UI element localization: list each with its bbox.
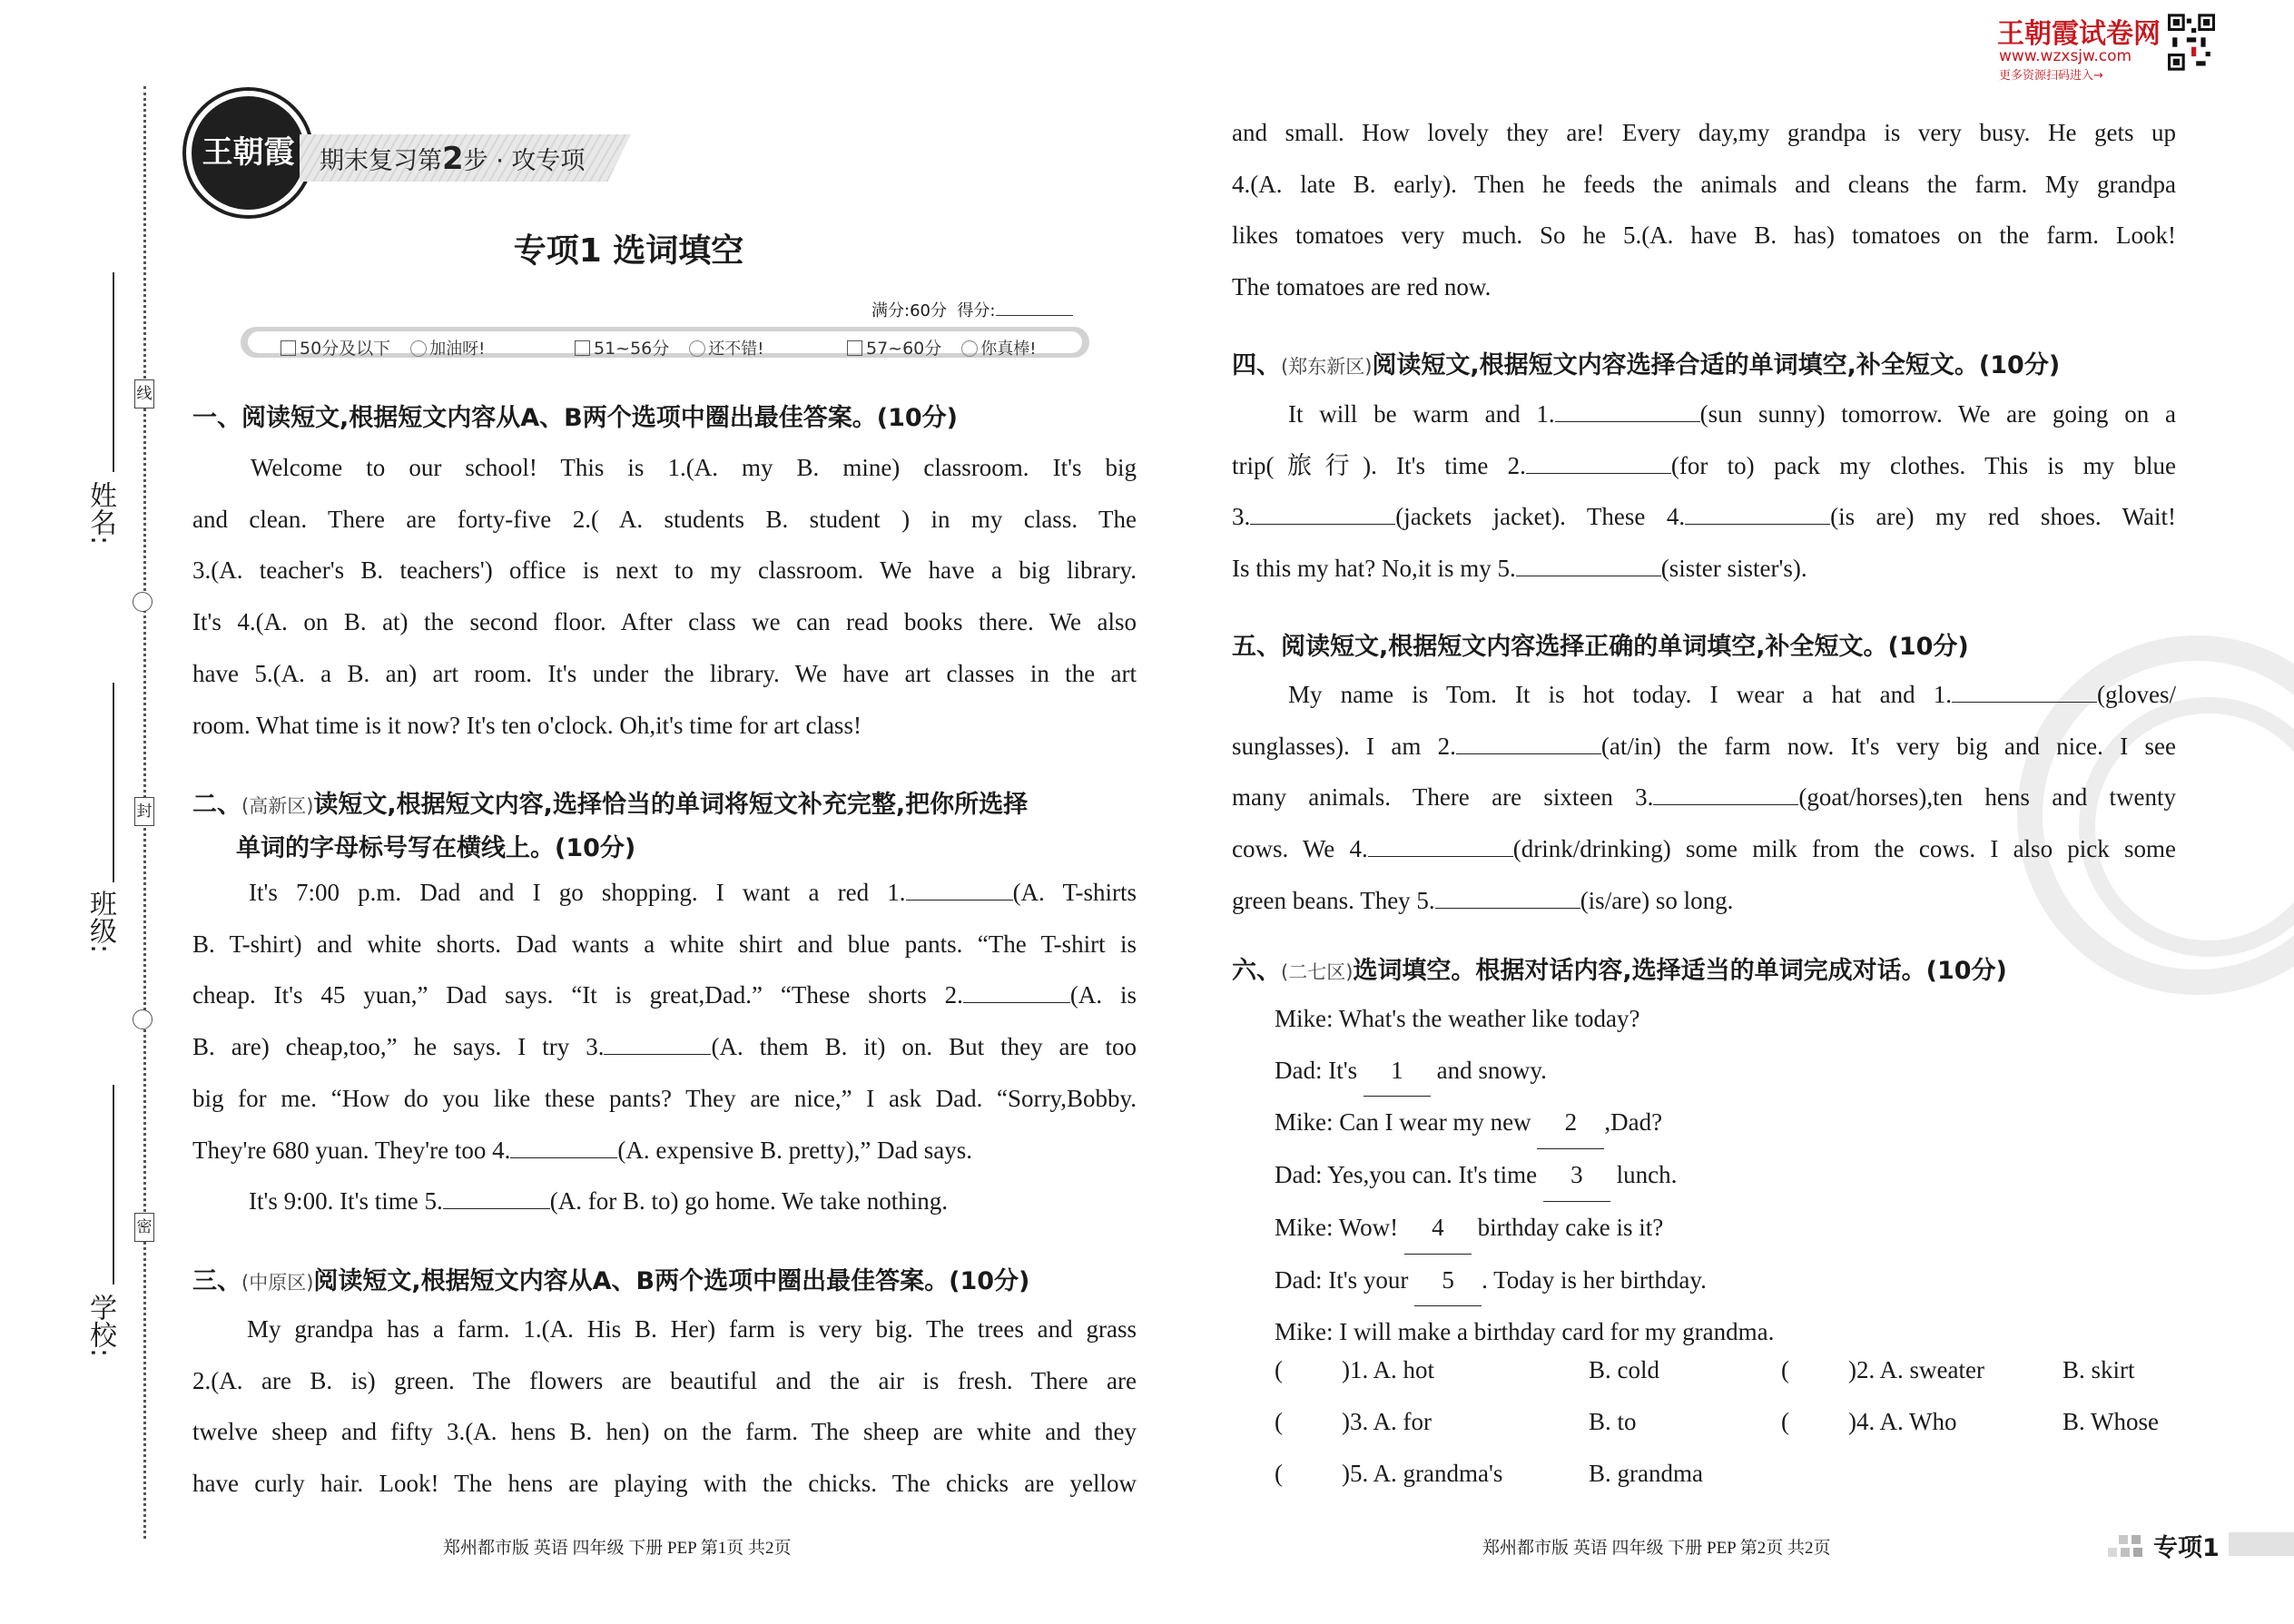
option-b: B. to (1589, 1408, 1637, 1435)
passage-line: trip(旅行). It's time 2. (for to) pack my clothes. This is my blue (1232, 451, 2176, 479)
rating-item[interactable] (575, 335, 764, 359)
section-instructions: 读短文,根据短文内容,选择恰当的单词将短文补充完整,把你所选择 (313, 791, 1029, 819)
brand-seal-logo (186, 91, 310, 215)
self-rating-bar (241, 327, 1089, 358)
page-footer-right: 郑州都市版 英语 四年级 下册 PEP 第2页 共2页 (1482, 1539, 1831, 1558)
section-2-passage (192, 867, 1137, 1227)
section-number: 六、 (1232, 957, 1281, 985)
answer-paren[interactable]: ( (1275, 1460, 1283, 1487)
section-tab-label: 专项1 (2153, 1534, 2220, 1562)
district-tag: (二七区) (1281, 961, 1354, 983)
page-footer-left: 郑州都市版 英语 四年级 下册 PEP 第1页 共2页 (443, 1539, 792, 1558)
binding-mark-line: 线 (134, 379, 154, 408)
answer-paren[interactable]: ( (1275, 1408, 1283, 1435)
passage-line: 3. (jackets jacket). These 4. (is are) my red shoes. Wait! (1232, 503, 2176, 531)
header-banner-text (320, 141, 585, 177)
section-number: 三、 (192, 1267, 241, 1295)
binding-hole (133, 592, 153, 612)
passage-line: have curly hair. Look! The hens are playing with the chicks. The chicks are yellow (192, 1470, 1137, 1498)
district-tag: (郑东新区) (1281, 356, 1373, 378)
numbered-blank[interactable]: 2 (1537, 1097, 1604, 1149)
binding-hole (133, 1009, 153, 1029)
passage-line: B. T-shirt) and white shorts. Dad wants a white shirt and blue pants. “The T-shirt is (192, 930, 1137, 958)
rating-comment: 你真棒! (980, 340, 1037, 359)
section-instructions: 阅读短文,根据短文内容从A、B两个选项中圈出最佳答案。(10分) (313, 1267, 1030, 1295)
dialogue-line: Mike: Can I wear my new 2 ,Dad? (1275, 1097, 2173, 1149)
option-a: )3. A. for (1342, 1408, 1432, 1435)
binding-mark-seal: 封 (134, 797, 154, 826)
section-instructions: 选词填空。根据对话内容,选择适当的单词完成对话。(10分) (1353, 957, 2007, 985)
checkbox[interactable] (847, 340, 862, 356)
passage-line: My grandpa has a farm. 1.(A. His B. Her) farm is very big. The trees and grass (247, 1315, 1137, 1343)
passage-line: room. What time is it now? It's ten o'clock. Oh,it's time for art class! (192, 711, 861, 739)
rating-range: 50分及以下 (300, 339, 391, 359)
passage-line: cows. We 4. (drink/drinking) some milk from the cows. I also pick some (1232, 835, 2177, 863)
passage-line: and small. How lovely they are! Every day,my grandpa is very busy. He gets up (1232, 119, 2176, 146)
passage-line: They're 680 yuan. They're too 4. (A. expensive B. pretty),” Dad says. (192, 1136, 973, 1164)
answer-blank[interactable] (963, 1002, 1070, 1003)
numbered-blank[interactable]: 1 (1364, 1045, 1431, 1097)
tab-squares-icon (2108, 1535, 2148, 1560)
section-6-dialogue (1275, 993, 2173, 1358)
score-info (871, 298, 1073, 321)
option-a: )2. A. sweater (1848, 1356, 1984, 1383)
passage-line: likes tomatoes very much. So he 5.(A. have B. has) tomatoes on the farm. Look! (1232, 221, 2176, 250)
answer-blank[interactable] (1526, 473, 1671, 474)
district-tag: (中原区) (241, 1272, 314, 1294)
section-3-passage-cont (1232, 107, 2176, 313)
binding-mark-secret: 密 (134, 1213, 154, 1242)
dialogue-line: Mike: What's the weather like today? (1275, 1005, 1640, 1032)
section-2-heading-cont: 单词的字母标号写在横线上。(10分) (236, 834, 636, 862)
score-field[interactable] (996, 302, 1073, 316)
passage-line: It's 7:00 p.m. Dad and I go shopping. I want a red 1. (A. T-shirts (249, 879, 1137, 906)
passage-line: 4.(A. late B. early). Then he feeds the animals and cleans the farm. My grandpa (1232, 170, 2176, 198)
rating-item[interactable] (281, 335, 485, 359)
section-6-heading (1232, 950, 2176, 986)
dialogue-line: Mike: I will make a birthday card for my grandma. (1275, 1318, 1775, 1346)
dialogue-line: Mike: Wow! 4 birthday cake is it? (1275, 1202, 2173, 1255)
rating-range: 57~60分 (866, 339, 942, 359)
name-label: 姓名: (84, 481, 116, 546)
qr-code-icon (2168, 13, 2215, 72)
banner-step-number: 2 (442, 141, 464, 177)
passage-line: twelve sheep and fifty 3.(A. hens B. hen) on the farm. The sheep are white and they (192, 1418, 1137, 1446)
smile-icon (689, 340, 705, 357)
section-2-heading (192, 784, 1137, 820)
dialogue-line: Dad: It's your 5 . Today is her birthday. (1275, 1255, 2173, 1307)
section-number: 四、 (1232, 351, 1281, 379)
passage-line: It's 9:00. It's time 5. (A. for B. to) go home. We take nothing. (249, 1187, 948, 1216)
name-field[interactable] (113, 272, 114, 472)
passage-line: have 5.(A. a B. an) art room. It's under the library. We have art classes in the art (192, 659, 1137, 687)
section-6-options (1275, 1356, 2182, 1511)
district-tag: (高新区) (241, 795, 314, 817)
answer-blank[interactable] (1368, 856, 1513, 857)
option-a: )1. A. hot (1342, 1356, 1435, 1383)
site-name: 王朝霞试卷网 (1997, 18, 2161, 50)
option-b: B. cold (1589, 1356, 1659, 1383)
section-1-heading: 一、阅读短文,根据短文内容从A、B两个选项中圈出最佳答案。(10分) (192, 404, 958, 432)
page-title: 专项1 选词填空 (513, 232, 744, 270)
section-3-passage (192, 1304, 1137, 1510)
section-1-passage (192, 442, 1137, 751)
passage-line: Welcome to our school! This is 1.(A. my B. mine) classroom. It's big (251, 454, 1137, 481)
answer-blank[interactable] (510, 1157, 617, 1158)
school-label: 学校: (84, 1294, 116, 1358)
school-field[interactable] (113, 1085, 114, 1284)
answer-blank[interactable] (1456, 753, 1601, 754)
passage-line: Is this my hat? No,it is my 5. (sister sister's). (1232, 555, 1807, 583)
rating-comment: 加油呀! (429, 340, 486, 359)
passage-line: 3.(A. teacher's B. teachers') office is next to my classroom. We have a big library. (192, 556, 1137, 585)
site-url: www.wzxsjw.com (1999, 47, 2132, 65)
rating-comment: 还不错! (708, 340, 764, 359)
site-tagline: 更多资源扫码进入→ (1999, 69, 2103, 83)
section-instructions: 阅读短文,根据短文内容选择合适的单词填空,补全短文。(10分) (1372, 351, 2061, 379)
passage-line: many animals. There are sixteen 3. (goat/horses),ten hens and twenty (1232, 783, 2177, 812)
answer-blank[interactable] (1952, 702, 2097, 703)
option-a: )5. A. grandma's (1342, 1460, 1503, 1487)
section-4-heading (1232, 345, 2176, 380)
numbered-blank[interactable]: 5 (1414, 1255, 1482, 1307)
answer-paren[interactable]: ( (1275, 1356, 1283, 1383)
numbered-blank[interactable]: 3 (1543, 1149, 1610, 1202)
passage-line: and clean. There are forty-five 2.( A. students B. student ) in my class. The (192, 505, 1137, 533)
option-b: B. grandma (1589, 1460, 1703, 1487)
answer-paren[interactable]: ( (1781, 1356, 1789, 1383)
passage-line: cheap. It's 45 yuan,” Dad says. “It is great,Dad.” “These shorts 2. (A. is (192, 981, 1137, 1009)
banner-pre: 期末复习第 (320, 147, 442, 175)
class-field[interactable] (113, 683, 114, 882)
passage-line: It's 4.(A. on B. at) the second floor. After class we can read books there. We also (192, 608, 1137, 636)
option-b: B. Whose (2063, 1408, 2159, 1435)
rating-item[interactable] (847, 335, 1037, 359)
section-3-heading (192, 1261, 1137, 1296)
smile-icon (410, 340, 427, 357)
answer-paren[interactable]: ( (1781, 1408, 1789, 1435)
passage-line: My name is Tom. It is hot today. I wear a hat and 1. (gloves/ (1288, 681, 2176, 708)
brand-name: 王朝霞 (202, 134, 295, 171)
passage-line: B. are) cheap,too,” he says. I try 3. (A. them B. it) on. But they are too (192, 1033, 1137, 1061)
class-label: 班级: (84, 890, 116, 954)
full-score: 满分:60分 (871, 301, 947, 320)
checkbox[interactable] (575, 340, 590, 356)
answer-blank[interactable] (1250, 524, 1395, 525)
rating-range: 51~56分 (594, 339, 670, 359)
checkbox[interactable] (281, 340, 296, 356)
dialogue-line: Dad: It's 1 and snowy. (1275, 1045, 2173, 1097)
passage-line: green beans. They 5. (is/are) so long. (1232, 886, 1734, 914)
passage-line: 2.(A. are B. is) green. The flowers are beautiful and the air is fresh. There are (192, 1366, 1137, 1394)
section-5-passage (1232, 669, 2176, 927)
dialogue-line: Dad: Yes,you can. It's time 3 lunch. (1275, 1149, 2173, 1202)
answer-blank[interactable] (443, 1208, 550, 1209)
answer-blank[interactable] (1653, 804, 1798, 805)
section-number: 二、 (192, 791, 241, 819)
banner-post: 步 · 攻专项 (463, 147, 586, 175)
answer-blank[interactable] (906, 900, 1013, 901)
passage-line: It will be warm and 1. (sun sunny) tomorrow. We are going on a (1288, 400, 2176, 428)
smile-icon (961, 340, 978, 357)
section-4-passage (1232, 389, 2176, 595)
section-5-heading: 五、阅读短文,根据短文内容选择正确的单词填空,补全短文。(10分) (1232, 633, 1969, 661)
passage-line: sunglasses). I am 2. (at/in) the farm now. It's very big and nice. I see (1232, 732, 2177, 760)
option-b: B. skirt (2063, 1356, 2135, 1383)
tab-strip (2229, 1532, 2294, 1556)
numbered-blank[interactable]: 4 (1404, 1202, 1472, 1255)
score-label: 得分: (957, 301, 996, 320)
answer-blank[interactable] (1435, 908, 1580, 909)
answer-blank[interactable] (604, 1054, 711, 1055)
passage-line: The tomatoes are red now. (1232, 273, 1492, 301)
answer-blank[interactable] (1555, 421, 1700, 422)
answer-blank[interactable] (1685, 524, 1830, 525)
option-a: )4. A. Who (1848, 1408, 1957, 1435)
passage-line: big for me. “How do you like these pants? They are nice,” I ask Dad. “Sorry,Bobby. (192, 1084, 1137, 1112)
